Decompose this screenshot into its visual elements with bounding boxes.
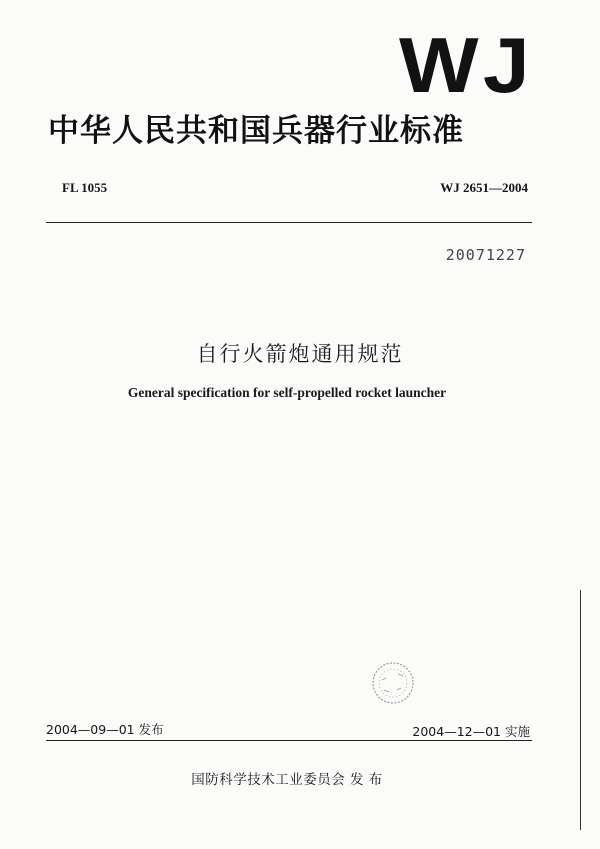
document-title-english: General specification for self-propelled rocket launcher (127, 385, 447, 400)
document-title-chinese: 自行火箭炮通用规范 (196, 342, 404, 366)
organization-title: 中华人民共和国兵器行业标准 (48, 113, 464, 149)
seal-stamp-icon (370, 660, 416, 706)
implementation-date: 2004—12—01 实施 (412, 724, 530, 739)
issue-date: 2004—09—01 发布 (46, 722, 164, 737)
classification-code: FL 1055 (62, 180, 108, 195)
footer-divider (46, 740, 532, 741)
header-divider (46, 222, 532, 223)
stamp-number: 20071227 (445, 246, 526, 264)
scan-edge-line (580, 590, 581, 830)
publisher-line: 国防科学技术工业委员会 发 布 (191, 772, 383, 788)
standard-number: WJ 2651—2004 (440, 180, 528, 195)
wj-logo: WJ (399, 21, 534, 109)
